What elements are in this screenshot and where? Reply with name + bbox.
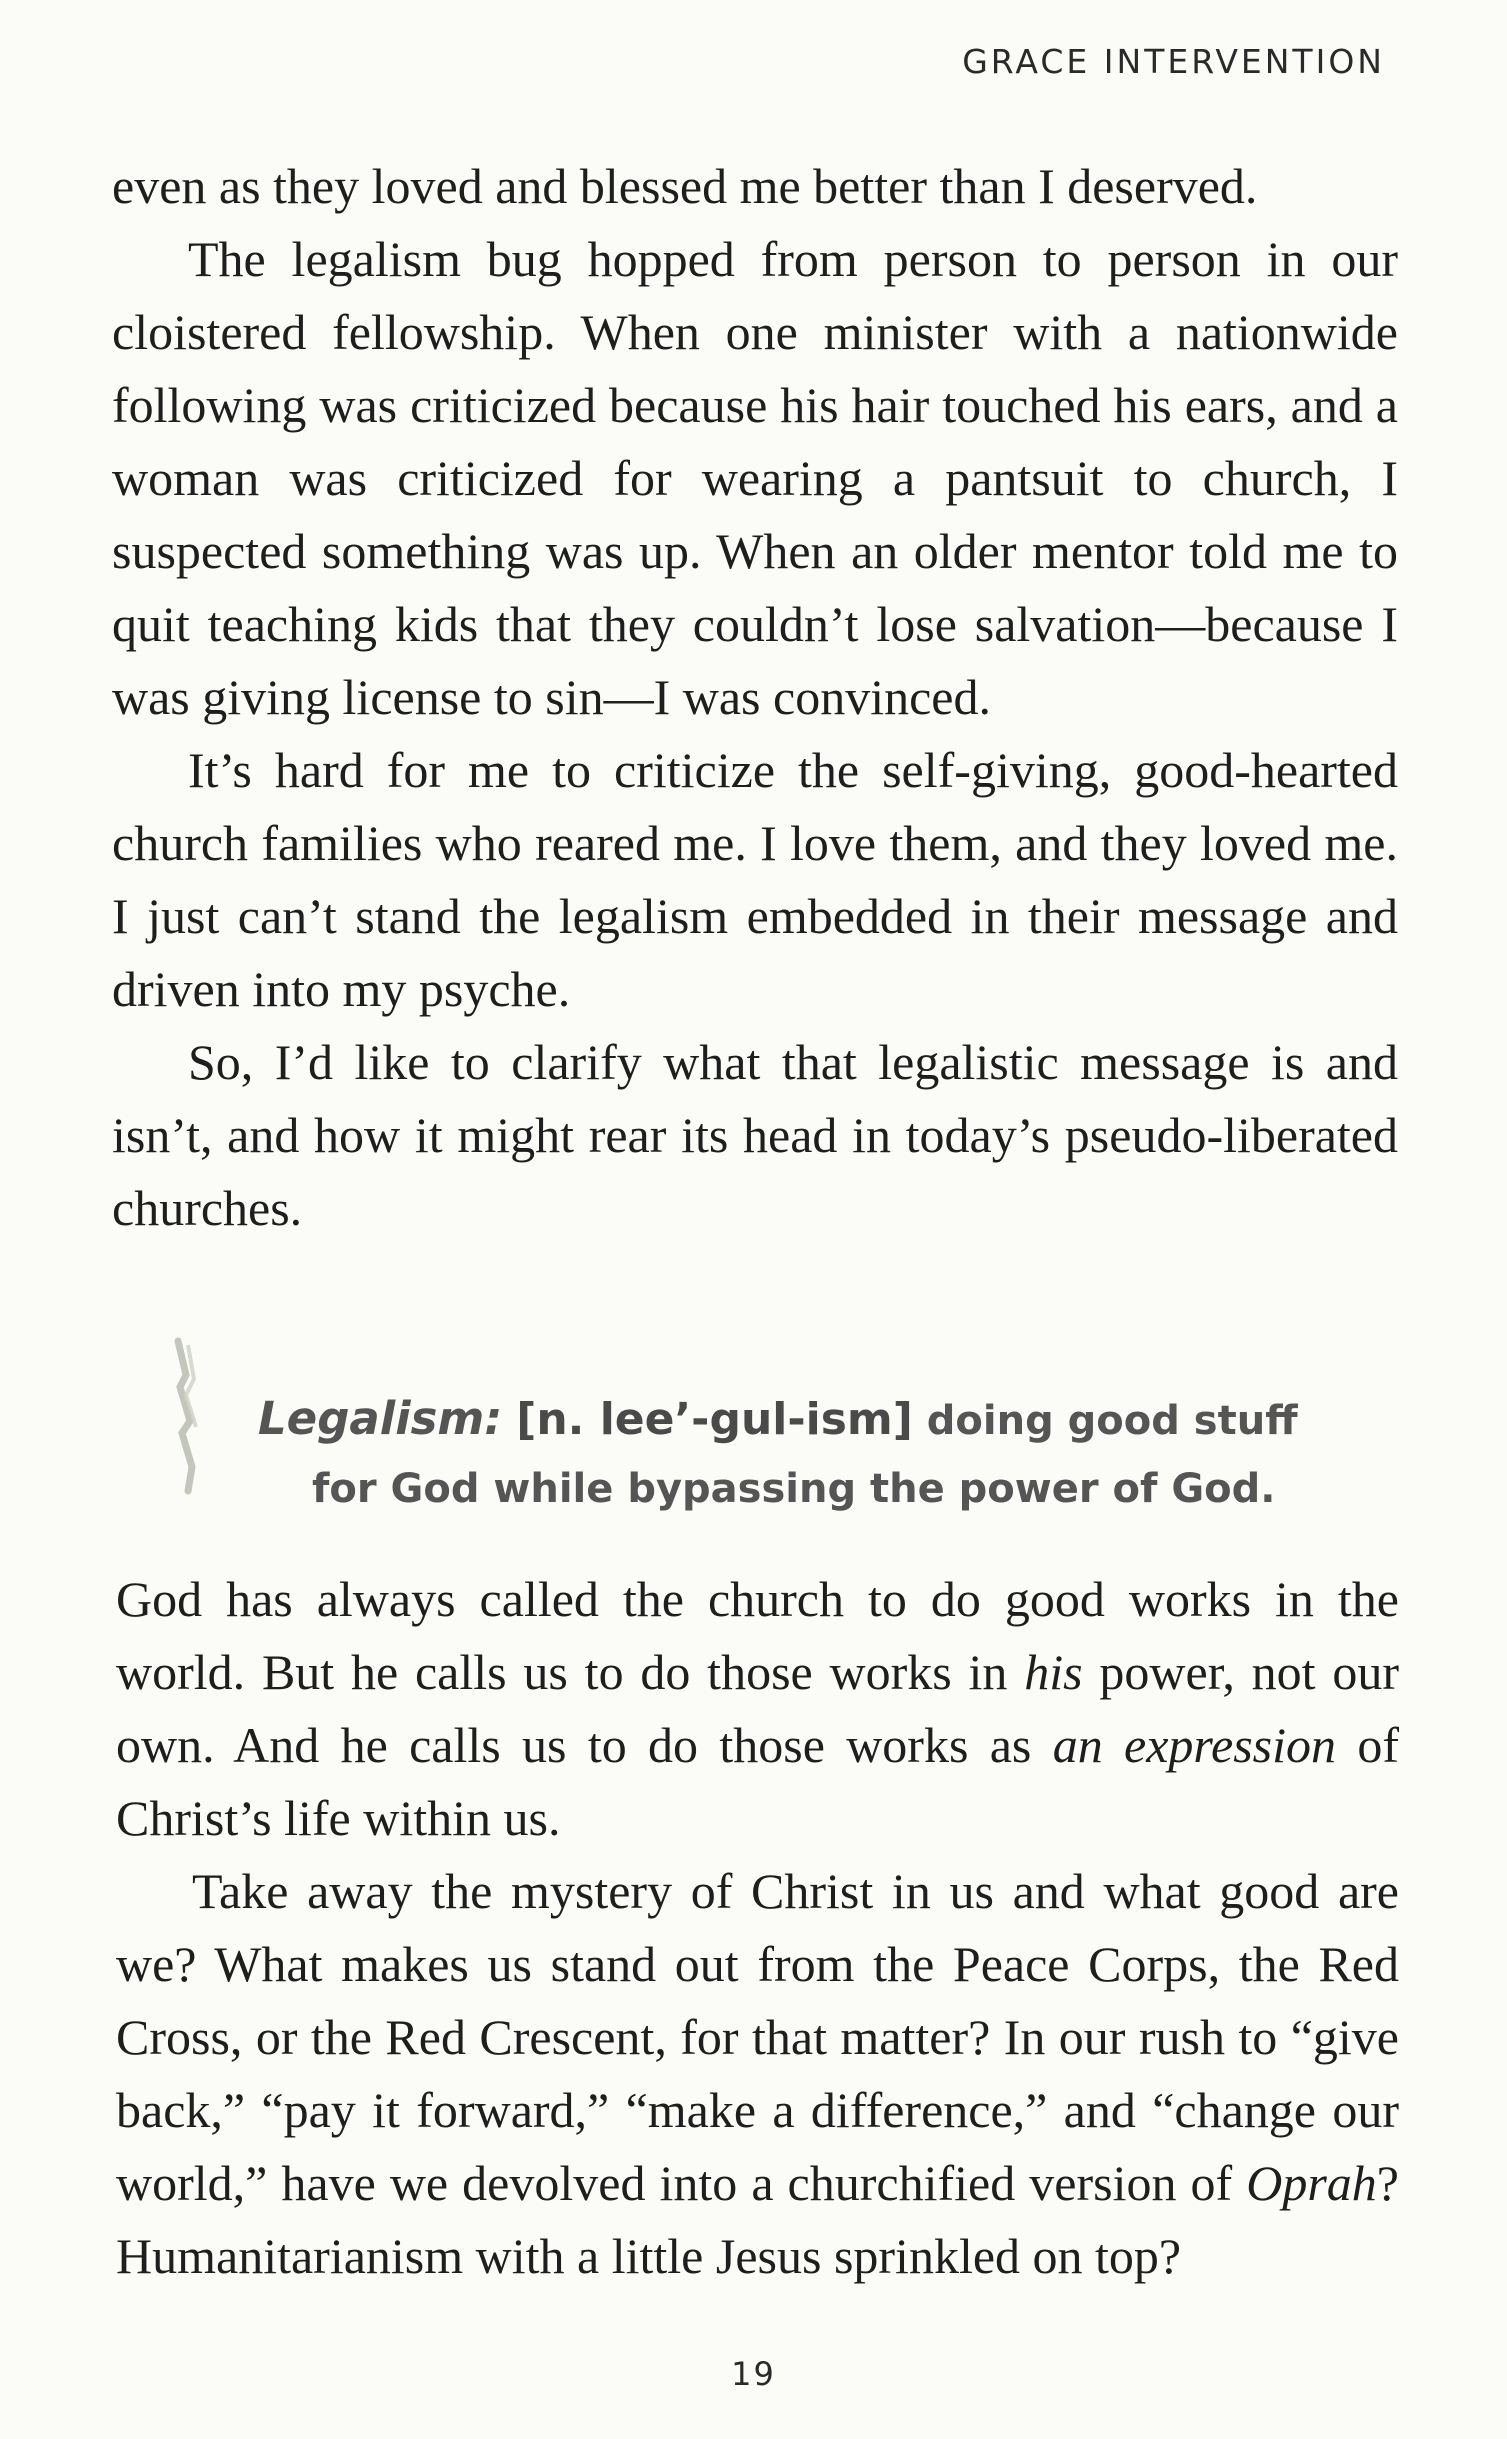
paragraph: The legalism bug hopped from person to person in our cloistered fellowship. When one minister with a nationwide following was criticized because his hair touched his ears, and a woman was criticized for wearing a pantsuit to church, I suspected something was up. When an older mentor told me to quit teaching kids that they couldn’t lose salvation—because I was giving license to sin—I was convinced. xyxy=(112,231,1398,725)
definition-pronunciation: [n. lee’-gul-ism] xyxy=(516,1394,913,1445)
text-run: God has always called the church to do good works in the world. But he calls us to do those works in xyxy=(116,1571,1399,1700)
emphasis: his xyxy=(1024,1644,1083,1700)
paragraph: It’s hard for me to criticize the self-giving, good-hearted church families who reared me. I love them, and they loved me. I just can’t stand the legalism embedded in their message and driven into my psyche. xyxy=(112,742,1398,1017)
paragraph xyxy=(116,1563,1399,1855)
paragraph xyxy=(116,1855,1399,2293)
sidebar-marker-icon xyxy=(166,1335,206,1495)
emphasis: Oprah xyxy=(1246,2155,1377,2211)
body-text-top xyxy=(112,150,1398,1245)
definition-term: Legalism: xyxy=(258,1392,503,1445)
paragraph: even as they loved and blessed me better than I deserved. xyxy=(112,158,1258,214)
page-number: 19 xyxy=(731,2355,776,2393)
text-run: of Christ’s life within us. xyxy=(116,1717,1399,1846)
body-text-bottom xyxy=(116,1563,1399,2293)
definition-text-line1: doing good stuff xyxy=(926,1398,1298,1444)
text-run: ? Humanitarianism with a little Jesus sprinkled on top? xyxy=(116,2155,1399,2284)
paragraph: So, I’d like to clarify what that legalistic message is and isn’t, and how it might rear its head in today’s pseudo-liberated churches. xyxy=(112,1034,1398,1236)
running-head: GRACE INTERVENTION xyxy=(962,42,1385,81)
emphasis: an expression xyxy=(1052,1717,1337,1773)
definition-callout xyxy=(258,1385,1378,1523)
text-run: Take away the mystery of Christ in us and what good are we? What makes us stand out from the Peace Corps, the Red Cross, or the Red Crescent, for that matter? In our rush to “give back,” “pay it forward,” “make a difference,” and “change our world,” have we devolved into a churchified version of xyxy=(116,1863,1399,2211)
definition-text-line2: for God while bypassing the power of God. xyxy=(312,1466,1276,1512)
text-run: power, not our own. And he calls us to do those works as xyxy=(116,1644,1399,1773)
